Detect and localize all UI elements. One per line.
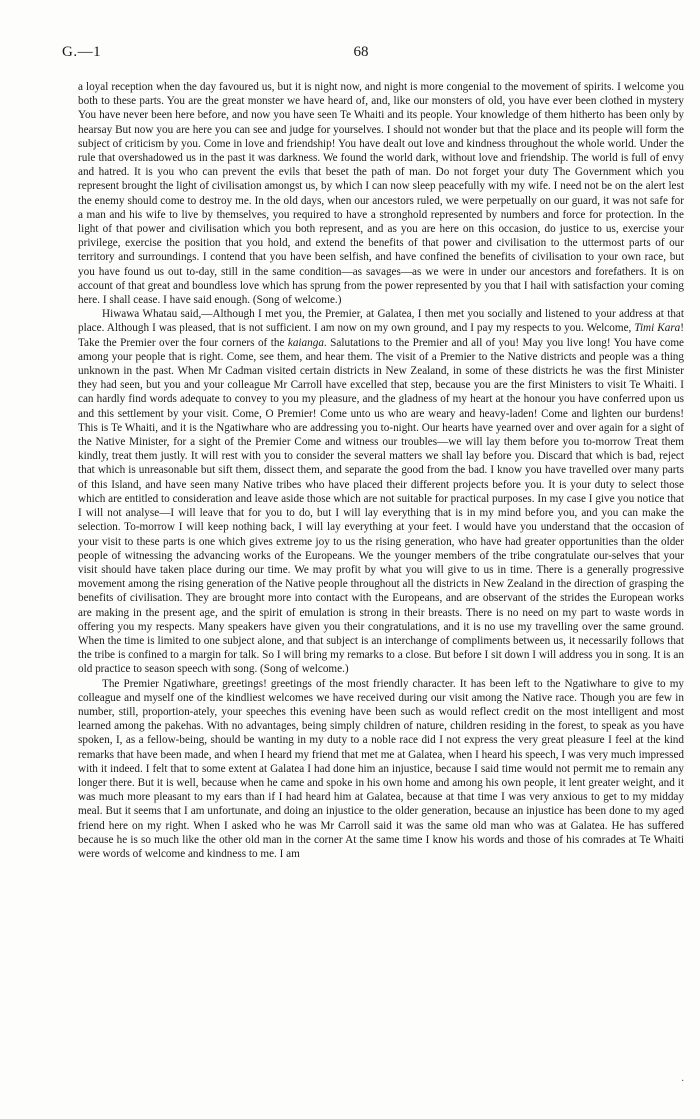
italic-term: Timi Kara <box>634 322 681 335</box>
body-text <box>78 80 684 861</box>
text-run: . Salutations to the Premier and all of you! May you live long! You have come among your people that is right. Come, see them, and hear them. The visit of a Premier to the Native districts and people was a thing unknown in the past. When Mr Cadman visited certain districts in New Zealand, in some of these districts he was the first Minister they had seen, but you and your colleague Mr Carroll have excelled that step, because you are the first Ministers to visit Te Whaiti. I can hardly find words adequate to convey to you my pleasure, and the gladness of my heart at the honour you have conferred upon us and this settlement by your visit. Come, O Premier! Come unto us who are weary and heavy-laden! Come and lighten our burdens! This is Te Whaiti, and it is the Ngatiwhare who are addressing you to-night. Our hearts have yearned over and over again for a sight of the Native Minister, for a sight of the Premier Come and witness our troubles—we will lay them before you to-morrow Treat them kindly, treat them justly. It will rest with you to consider the several matters we shall lay before you. Discard that which is bad, reject that which is unreasonable but sift them, dissect them, and separate the good from the bad. I know you have travelled over many parts of this Island, and have seen many Native tribes who have placed their different projects before you. It is your duty to select those which are entitled to consideration and leave aside those which are not suitable for practical purposes. In my case I give you notice that I will not analyse—I will leave that for you to do, but I will lay everything that is in my mind before you, and you can make the selection. To-morrow I will keep nothing back, I will lay everything at your feet. I would have you understand that the occasion of your visit to these parts is one which gives extreme joy to us the rising generation, who have had greater opportunities than the older people of witnessing the advancing works of the Europeans. We the younger members of the tribe congratulate our-selves that your visit should have taken place during our time. We may profit by what you will give to us in time. There is a generally progressive movement among the rising generation of the Native people throughout all the districts in New Zealand in the direction of grasping the benefits of civilisation. They are brought more into contact with the Europeans, and are observant of the strides the European works are making in the present age, and the spirit of emulation is strong in their breasts. There is no need on my part to waste words in offering you my respects. Many speakers have given you their congratulations, and it is no use my travelling over the same ground. When the time is limited to one subject alone, and that subject is an interchange of compliments between us, it necessarily follows that the tribe is confined to a margin for talk. So I will bring my remarks to a close. But before I sit down I will address you in song. It is an old practice to season speech with song. (Song of welcome.) <box>78 336 684 676</box>
paragraph <box>78 677 684 862</box>
text-run: a loyal reception when the day favoured us, but it is night now, and night is more congenial to the movement of spirits. I welcome you both to these parts. You are the great monster we have heard of, and, like our monsters of old, you have ever been clothed in mystery You have never been here before, and now you have seen Te Whaiti and its people. Your knowledge of them hitherto has been only by hearsay But now you are here you can see and judge for yourselves. I should not wonder but that the place and its people will form the subject of criticism by you. Come in love and friendship! You have dealt out love and kindness throughout the whole world. Under the rule that overshadowed us in the past it was darkness. We found the world dark, without love and friendship. The world is full of envy and hatred. It is you who can prevent the evils that beset the path of man. Do not forget your duty The Government which you represent brought the light of civilisation amongst us, by which I can now sleep peacefully with my wife. I need not be on the alert lest the enemy should come to destroy me. In the old days, when our ancestors ruled, we were perpetually on our guard, it was not safe for a man and his wife to live by themselves, you required to have a stronghold represented by numbers and force for protection. In the light of that power and civilisation which you both represent, and as you are here on this occasion, do justice to us, exercise your privilege, exercise the position that you hold, and extend the benefits of that power and civilisation to the uttermost parts of our territory and surroundings. I contend that you have been selfish, and have confined the benefits of civilisation to your own race, but you have found us out to-day, still in the same condition—as savages—as we were in under our ancestors and forefathers. It is on account of that great and boundless love which has sprung from the power represented by you that I hail with satisfaction your coming here. I shall cease. I have said enough. (Song of welcome.) <box>78 81 684 307</box>
page-number: 68 <box>353 44 369 60</box>
paragraph <box>78 80 684 307</box>
paragraph <box>78 307 684 676</box>
text-run: The Premier Ngatiwhare, greetings! greetings of the most friendly character. It has been left to the Ngatiwhare to give to my colleague and myself one of the kindliest welcomes we have received during our visit among the Native race. Though you are few in number, still, proportion-ately, your speeches this evening have been such as would reflect credit on the most intelligent and most learned among the pakehas. With no advantages, being simply children of nature, children residing in the forest, to speak as you have spoken, I, as a fellow-being, should be wanting in my duty to a noble race did I not express the very great pleasure I feel at the kind remarks that have been made, and when I heard my friend that met me at Galatea, when I heard his speech, I was very much impressed with it indeed. I felt that to some extent at Galatea I had done him an injustice, because I said time would not permit me to remain any longer there. But it is well, because when he came and spoke in his own home and among his own people, it lent greater weight, and it was much more pleasant to my ears than if I had heard him at Galatea, because at that time I was very anxious to get to my midday meal. But it seems that I am unfortunate, and doing an injustice to the older generation, because an injustice has been done to my aged friend here on my right. When I asked who he was Mr Carroll said it was the same old man who was at Galatea. He has suffered because he is so much like the other old man in the corner At the same time I know his words and those of his comrades at Te Whaiti were words of welcome and kindness to me. I am <box>78 677 684 860</box>
page-header <box>62 44 660 64</box>
italic-term: kaianga <box>287 336 324 349</box>
text-run: Hiwawa Whatau said,—Although I met you, the Premier, at Galatea, I then met you socially and listened to your address at that place. Although I was pleased, that is not sufficient. I am now on my own ground, and I pay my respects to you. Welcome, <box>78 308 684 335</box>
parliamentary-paper-ref: G.—1 <box>62 44 102 60</box>
text-run: ! Take the Premier over the four corners of the <box>78 322 684 349</box>
margin-mark: · <box>681 1076 685 1087</box>
